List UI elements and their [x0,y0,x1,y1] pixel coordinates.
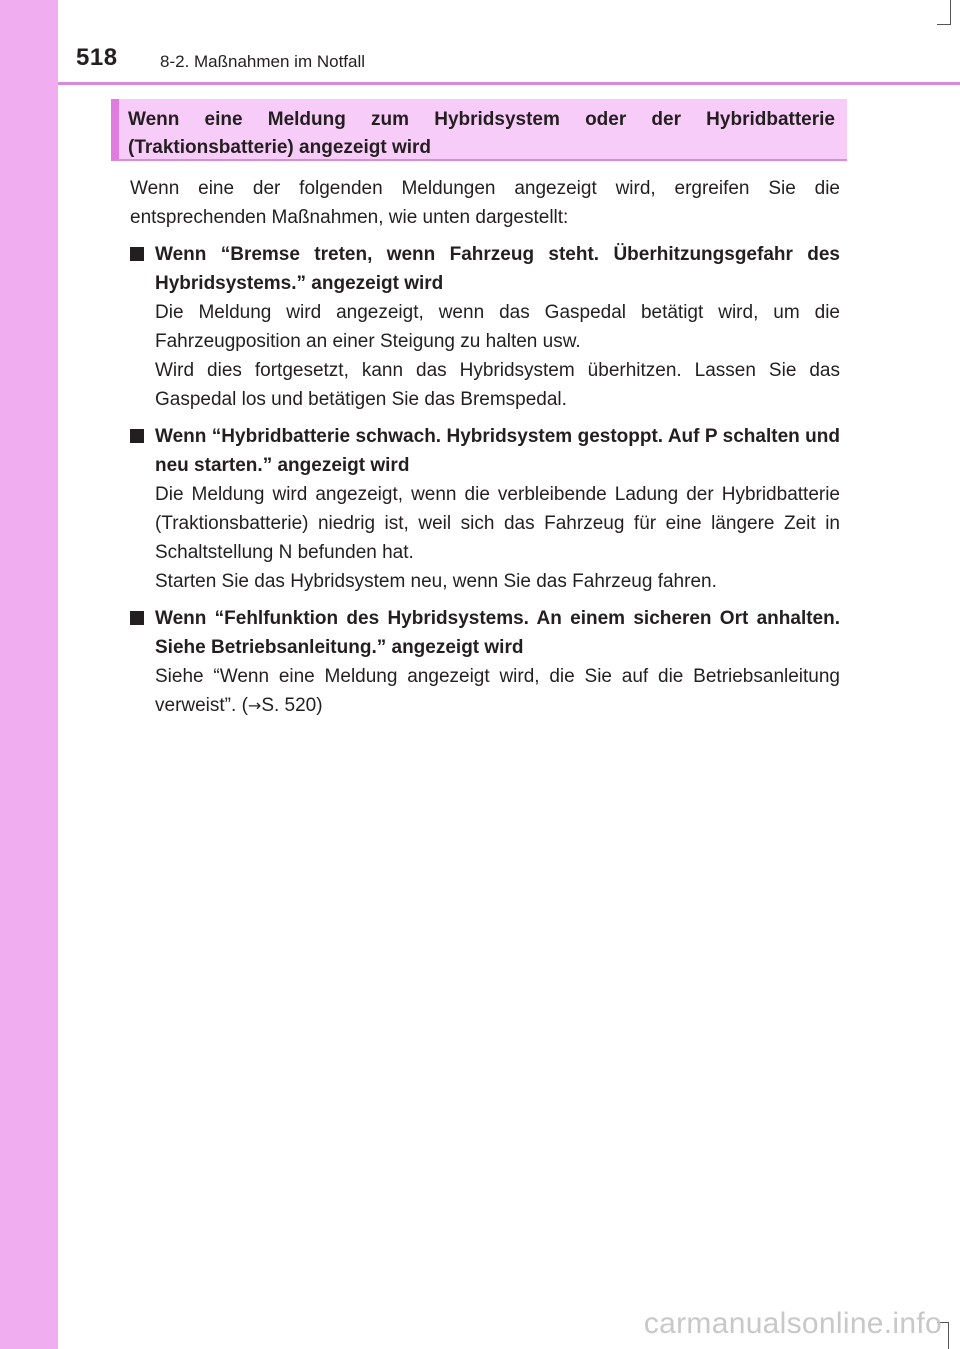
reference-text: Siehe “Wenn eine Meldung angezeigt wird, die Sie auf die Betriebsanleitung verweist”. ( [155,666,840,716]
message-item-battery-low [130,422,840,596]
item-paragraph-reference [155,662,840,720]
watermark: carmanualsonline.info [643,1307,942,1340]
item-heading [130,240,840,298]
item-heading [130,422,840,480]
crop-mark-bottom-right [948,1322,949,1349]
item-heading-text: Wenn “Hybridbatterie schwach. Hybridsystem gestoppt. Auf P schalten und neu starten.” angezeigt wird [155,426,840,476]
heading-box [111,99,847,161]
item-heading [130,604,840,662]
message-item-brake [130,240,840,414]
item-paragraph: Wird dies fortgesetzt, kann das Hybridsystem überhitzen. Lassen Sie das Gaspedal los und betätigen Sie das Bremspedal. [155,360,840,410]
section-title: 8-2. Maßnahmen im Notfall [160,52,366,71]
page-number: 518 [76,44,118,71]
header-rule [58,82,960,85]
message-item-malfunction [130,604,840,720]
item-paragraph: Die Meldung wird angezeigt, wenn das Gaspedal betätigt wird, um die Fahrzeugposition an einer Steigung zu halten usw. [155,302,840,352]
square-bullet-icon [130,247,144,261]
crop-mark-top-right-h [937,24,951,25]
page-reference-link[interactable]: S. 520) [261,695,323,716]
item-heading-text: Wenn “Bremse treten, wenn Fahrzeug steht. Überhitzungsgefahr des Hybridsystems.” angezeigt wird [155,244,840,294]
item-paragraph: Die Meldung wird angezeigt, wenn die verbleibende Ladung der Hybridbatterie (Traktionsbatterie) niedrig ist, weil sich das Fahrzeug für eine längere Zeit in Schaltstellung N befunden hat. [155,484,840,563]
crop-mark-top-right [950,0,951,24]
intro-paragraph: Wenn eine der folgenden Meldungen angezeigt wird, ergreifen Sie die entsprechenden Maßnahmen, wie unten dargestellt: [130,178,840,228]
arrow-right-icon: → [247,696,262,715]
item-body [130,662,840,720]
square-bullet-icon [130,611,144,625]
side-color-band [0,0,58,1349]
square-bullet-icon [130,429,144,443]
content [130,174,840,728]
item-heading-text: Wenn “Fehlfunktion des Hybridsystems. An einem sicheren Ort anhalten. Siehe Betriebsanleitung.” angezeigt wird [155,608,840,658]
item-body [130,298,840,414]
item-paragraph: Starten Sie das Hybridsystem neu, wenn Sie das Fahrzeug fahren. [155,571,717,592]
item-body [130,480,840,596]
heading-title: Wenn eine Meldung zum Hybridsystem oder der Hybridbatterie (Traktionsbatterie) angezeigt wird [128,109,835,158]
